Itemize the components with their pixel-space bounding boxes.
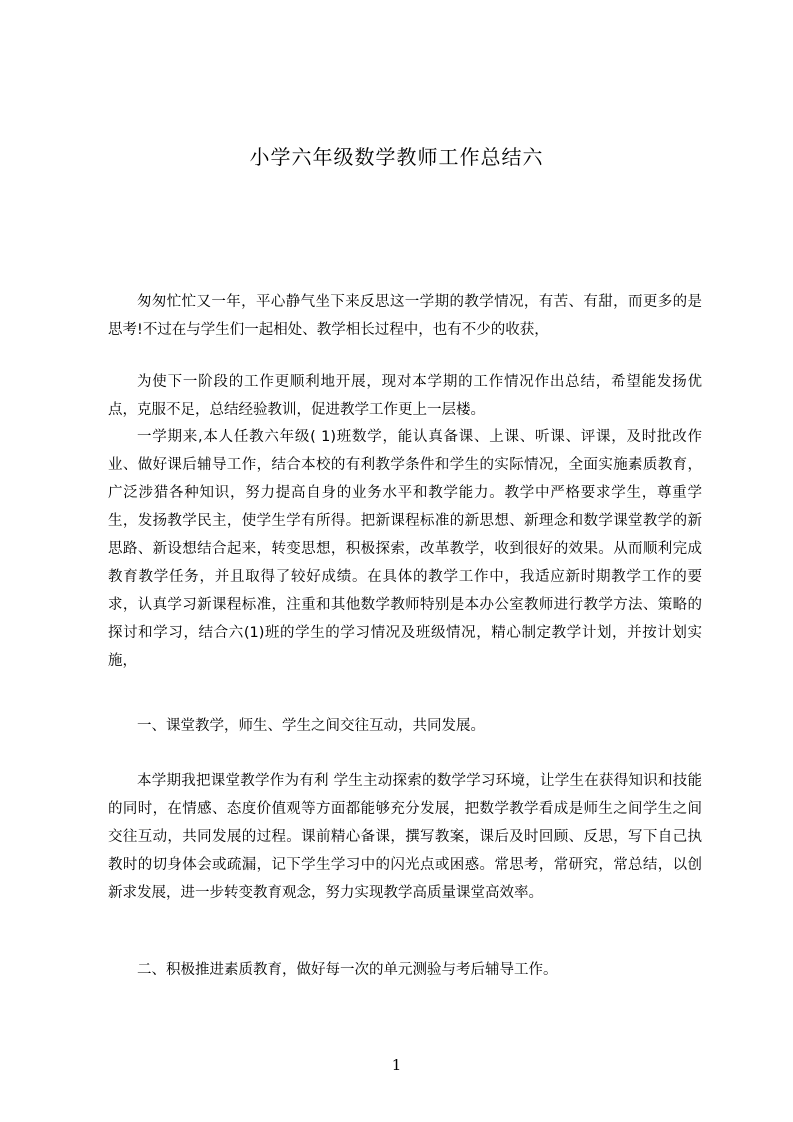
section-heading-1: 一、课堂教学，师生、学生之间交往互动，共同发展。 xyxy=(137,718,485,734)
paragraph-classroom-teaching: 本学期我把课堂教学作为有利 学生主动探索的数学学习环境，让学生在获得知识和技能的同时，在情感、态度价值观等方面都能够充分发展，把数学教学看成是师生之间学生之间交往互动，共同发展的过程。课前精心备课，撰写教案，课后及时回顾、反思，写下自己执教时的切身体会或疏漏，记下学生学习中的闪光点或困惑。常思考，常研究，常总结，以创新求发展，进一步转变教育观念，努力实现教学高质量课堂高效率。 xyxy=(108,773,702,901)
page-number: 1 xyxy=(391,1056,402,1074)
paragraph-intro: 匆匆忙忙又一年，平心静气坐下来反思这一学期的教学情况，有苦、有甜，而更多的是思考!不过在与学生们一起相处、教学相长过程中，也有不少的收获， xyxy=(108,294,702,338)
paragraph-purpose: 为使下一阶段的工作更顺利地开展，现对本学期的工作情况作出总结，希望能发扬优点，克服不足，总结经验教训，促进教学工作更上一层楼。 xyxy=(108,374,702,418)
section-heading-2: 二、积极推进素质教育，做好每一次的单元测验与考后辅导工作。 xyxy=(137,962,558,978)
paragraph-overview: 一学期来,本人任教六年级( 1)班数学，能认真备课、上课、听课、评课，及时批改作业、做好课后辅导工作，结合本校的有利教学条件和学生的实际情况，全面实施素质教育，广泛涉猎各种知识，努力提高自身的业务水平和教学能力。教学中严格要求学生，尊重学生，发扬教学民主，使学生学有所得。把新课程标准的新思想、新理念和数学课堂教学的新思路、新设想结合起来，转变思想，积极探索，改革教学，收到很好的效果。从而顺利完成教育教学任务，并且取得了较好成绩。在具体的教学工作中，我适应新时期教学工作的要求，认真学习新课程标准，注重和其他数学教师特别是本办公室教师进行教学方法、策略的探讨和学习，结合六(1)班的学生的学习情况及班级情况，精心制定教学计划，并按计划实施， xyxy=(108,429,702,669)
document-title: 小学六年级数学教师工作总结六 xyxy=(249,145,544,169)
